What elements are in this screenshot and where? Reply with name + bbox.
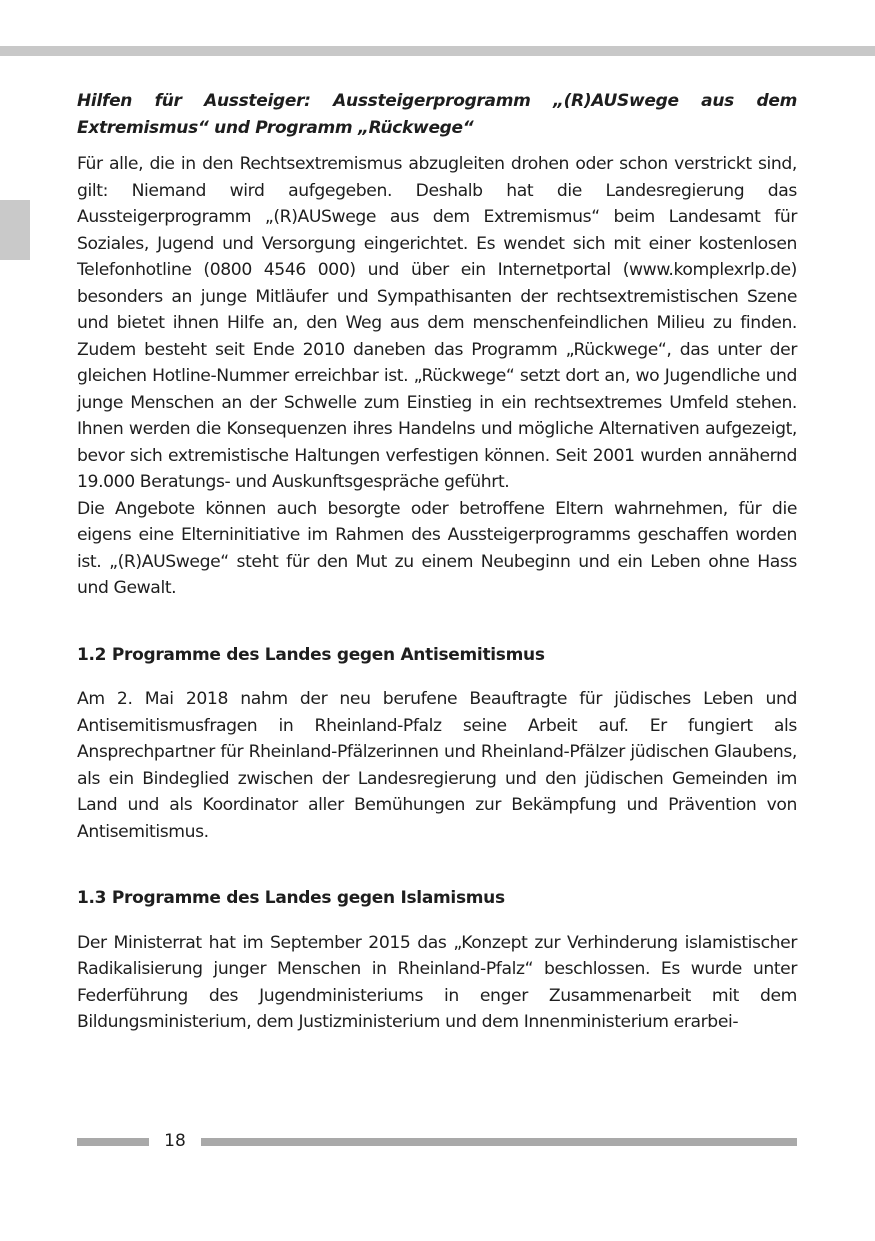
page-content bbox=[77, 88, 797, 1036]
section-heading-antisemitismus: 1.2 Programme des Landes gegen Antisemitismus bbox=[77, 644, 545, 665]
page-number: 18 bbox=[164, 1131, 186, 1151]
paragraph-aussteiger-2: Die Angebote können auch besorgte oder betroffene Eltern wahrnehmen, für die eigens eine Elterninitiative im Rahmen des Aussteigerprogramms geschaffen worden ist. „(R)AUSwege“ steht für den Mut zu einem Neubeginn und ein Leben ohne Hass und Gewalt. bbox=[77, 498, 797, 598]
footer-rule-right bbox=[201, 1138, 797, 1146]
footer-rule-left bbox=[77, 1138, 149, 1146]
header-rule bbox=[0, 46, 875, 56]
paragraph-antisemitismus: Am 2. Mai 2018 nahm der neu berufene Beauftragte für jüdisches Leben und Antisemitismusfragen in Rheinland-Pfalz seine Arbeit auf. Er fungiert als Ansprechpartner für Rheinland-Pfälzerinnen und Rheinland-Pfälzer jüdischen Glaubens, als ein Bindeglied zwischen der Landesregierung und den jüdischen Gemeinden im Land und als Koordinator aller Bemühungen zur Bekämpfung und Prävention von Antisemitismus. bbox=[77, 689, 797, 842]
paragraph-aussteiger-1: Für alle, die in den Rechtsextremismus abzugleiten drohen oder schon verstrickt sind, gilt: Niemand wird aufgegeben. Deshalb hat die Landesregierung das Aussteigerprogramm „(R)AUSwege aus dem Extremismus“ beim Landesamt für Soziales, Jugend und Versorgung eingerichtet. Es wendet sich mit einer kostenlosen Telefonhotline (0800 4546 000) und über ein Internetportal (www.komplexrlp.de) besonders an junge Mitläufer und Sympathisanten der rechtsextremistischen Szene und bietet ihnen Hilfe an, den Weg aus dem menschenfeindlichen Milieu zu finden. Zudem besteht seit Ende 2010 daneben das Programm „Rückwege“, das unter der gleichen Hotline-Nummer erreichbar ist. „Rückwege“ setzt dort an, wo Jugendliche und junge Menschen an der Schwelle zum Einstieg in ein rechtsextremes Umfeld stehen. Ihnen werden die Konsequenzen ihres Handelns und mögliche Alternativen aufgezeigt, bevor sich extremistische Haltungen verfestigen können. Seit 2001 wurden annähernd 19.000 Beratungs- und Auskunftsgespräche geführt. bbox=[77, 154, 797, 492]
section-heading-islamismus: 1.3 Programme des Landes gegen Islamismus bbox=[77, 888, 505, 908]
chapter-tab-marker bbox=[0, 200, 30, 260]
paragraph-islamismus: Der Ministerrat hat im September 2015 das „Konzept zur Verhinderung islamistischer Radikalisierung junger Menschen in Rheinland-Pfalz“ beschlossen. Es wurde unter Federführung des Jugendministeriums in enger Zusammenarbeit mit dem Bildungsministerium, dem Justizministerium und dem Innenministerium erarbei- bbox=[77, 932, 797, 1032]
subsection-heading-aussteiger: Hilfen für Aussteiger: Aussteigerprogramm „(R)AUSwege aus dem Extremismus“ und Programm „Rückwege“ bbox=[77, 91, 797, 138]
